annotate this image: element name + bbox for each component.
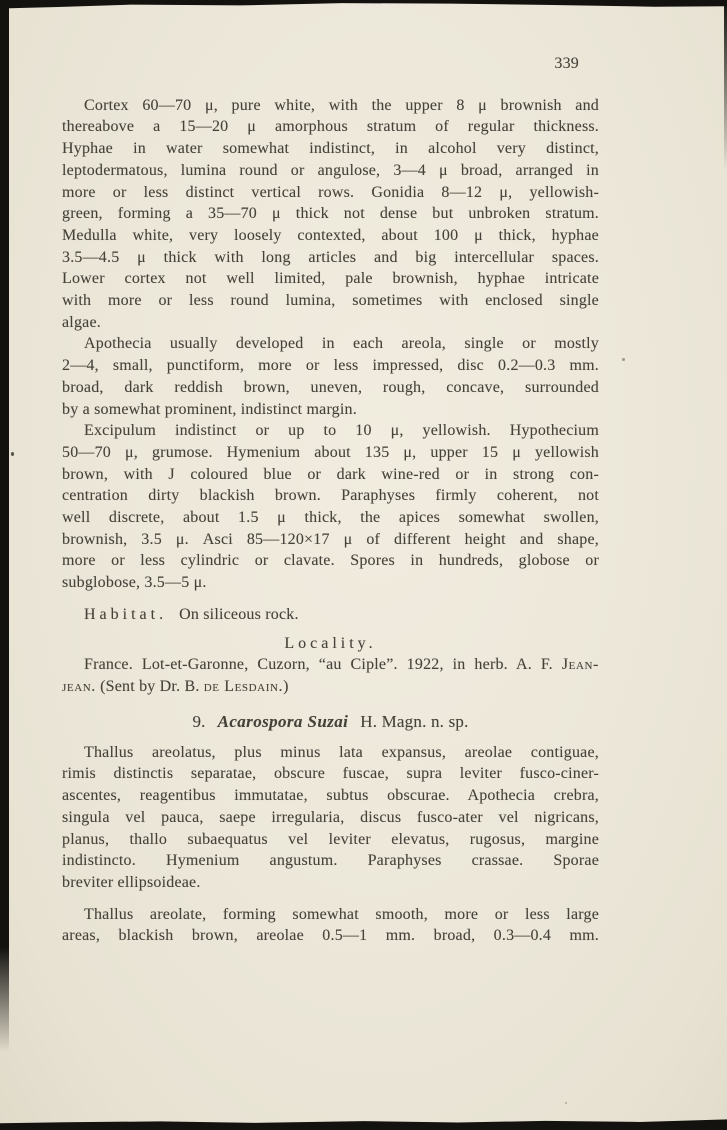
text-line: thereabove a 15—20 μ amorphous stratum of regular thickness. [62,118,599,136]
text-line: subglobose, 3.5—5 μ. [62,574,207,592]
paragraph-cortex-description [62,95,599,334]
text-line: Apothecia usually developed in each areola, single or mostly [84,335,599,353]
scan-speck [622,358,625,361]
text-line: Medulla white, very loosely contexted, about 100 μ thick, hyphae [62,226,599,244]
text-line: broad, dark reddish brown, uneven, rough, concave, surrounded [62,378,599,396]
text-line: Thallus areolatus, plus minus lata expansus, areolae contiguae, [84,743,599,761]
page-number: 339 [554,55,579,72]
text-line [62,676,599,698]
species-name: Acarospora Suzai [217,711,349,731]
species-number: 9. [192,711,206,731]
scan-border-left [0,0,9,1052]
locality-text: France. Lot-et-Garonne, Cuzorn, “au Ciple”. 1922, in herb. A. F. [84,656,562,674]
paragraph-locality [62,654,599,697]
text-line: Hyphae in water somewhat indistinct, in alcohol very distinct, [62,140,599,158]
text-line: centration dirty blackish brown. Paraphyses firmly coherent, not [62,487,599,505]
scan-speck [565,1102,567,1104]
sender-name: de Lesdain. [203,677,284,695]
text-line: well discrete, about 1.5 μ thick, the apices somewhat swollen, [62,509,599,527]
locality-text: (Sent by Dr. B. [95,677,204,695]
text-line: by a somewhat prominent, indistinct margin. [62,400,357,418]
text-line: more or less cylindric or clavate. Spores in hundreds, globose or [62,552,599,570]
text-line: leptodermatous, lumina round or angulose, 3—4 μ broad, arranged in [62,161,599,179]
habitat-text: On siliceous rock. [179,605,299,623]
species-heading [62,710,599,734]
paragraph-excipulum-description [62,420,599,594]
collector-name: Jean- [561,656,599,674]
text-line: more or less distinct vertical rows. Gonidia 8—12 μ, yellowish- [62,183,599,201]
paragraph-apothecia-description [62,333,599,420]
text-line [62,654,599,676]
text-line: rimis distinctis separatae, obscure fuscae, supra leviter fusco-ciner- [62,765,599,783]
scan-speck [11,452,14,456]
text-column [62,0,599,947]
text-line: brownish, 3.5 μ. Asci 85—120×17 μ of different height and shape, [62,530,599,548]
text-line: 2—4, small, punctiform, more or less impressed, disc 0.2—0.3 mm. [62,357,599,375]
scan-border-bottom [0,1117,727,1130]
paragraph-thallus-description [62,904,599,947]
text-line: 50—70 μ, grumose. Hymenium about 135 μ, upper 15 μ yellowish [62,443,599,461]
text-line: algae. [62,313,101,331]
habitat-line [62,604,599,626]
text-line: Thallus areolate, forming somewhat smooth, more or less large [84,905,599,923]
text-line: ascentes, reagentibus immutatae, subtus obscurae. Apothecia crebra, [62,787,599,805]
collector-name: jean. [62,677,96,695]
text-line: planus, thallo subaequatus vel leviter elevatus, rugosus, margine [62,830,599,848]
text-line: 3.5—4.5 μ thick with long articles and big intercellular spaces. [62,248,599,266]
text-line: green, forming a 35—70 μ thick not dense but unbroken stratum. [62,205,599,223]
text-line: with more or less round lumina, sometimes with enclosed single [62,292,599,310]
text-line: breviter ellipsoideae. [62,873,201,891]
species-authority: H. Magn. n. sp. [360,711,469,731]
text-line: brown, with J coloured blue or dark wine-red or in strong con- [62,465,599,483]
text-line: Lower cortex not well limited, pale brownish, hyphae intricate [62,270,599,288]
text-line: Excipulum indistinct or up to 10 μ, yellowish. Hypothecium [84,422,599,440]
habitat-label: Habitat. [84,605,168,623]
text-line: indistincto. Hymenium angustum. Paraphyses crassae. Sporae [62,852,599,870]
text-line: Cortex 60—70 μ, pure white, with the upper 8 μ brownish and [84,96,599,114]
locality-text: ) [283,677,289,695]
text-line: areas, blackish brown, areolae 0.5—1 mm. broad, 0.3—0.4 mm. [62,927,599,945]
paragraph-latin-diagnosis [62,742,599,894]
text-line: singula vel pauca, saepe irregularia, discus fusco-ater vel nigricans, [62,808,599,826]
locality-heading: Locality. [284,634,377,652]
